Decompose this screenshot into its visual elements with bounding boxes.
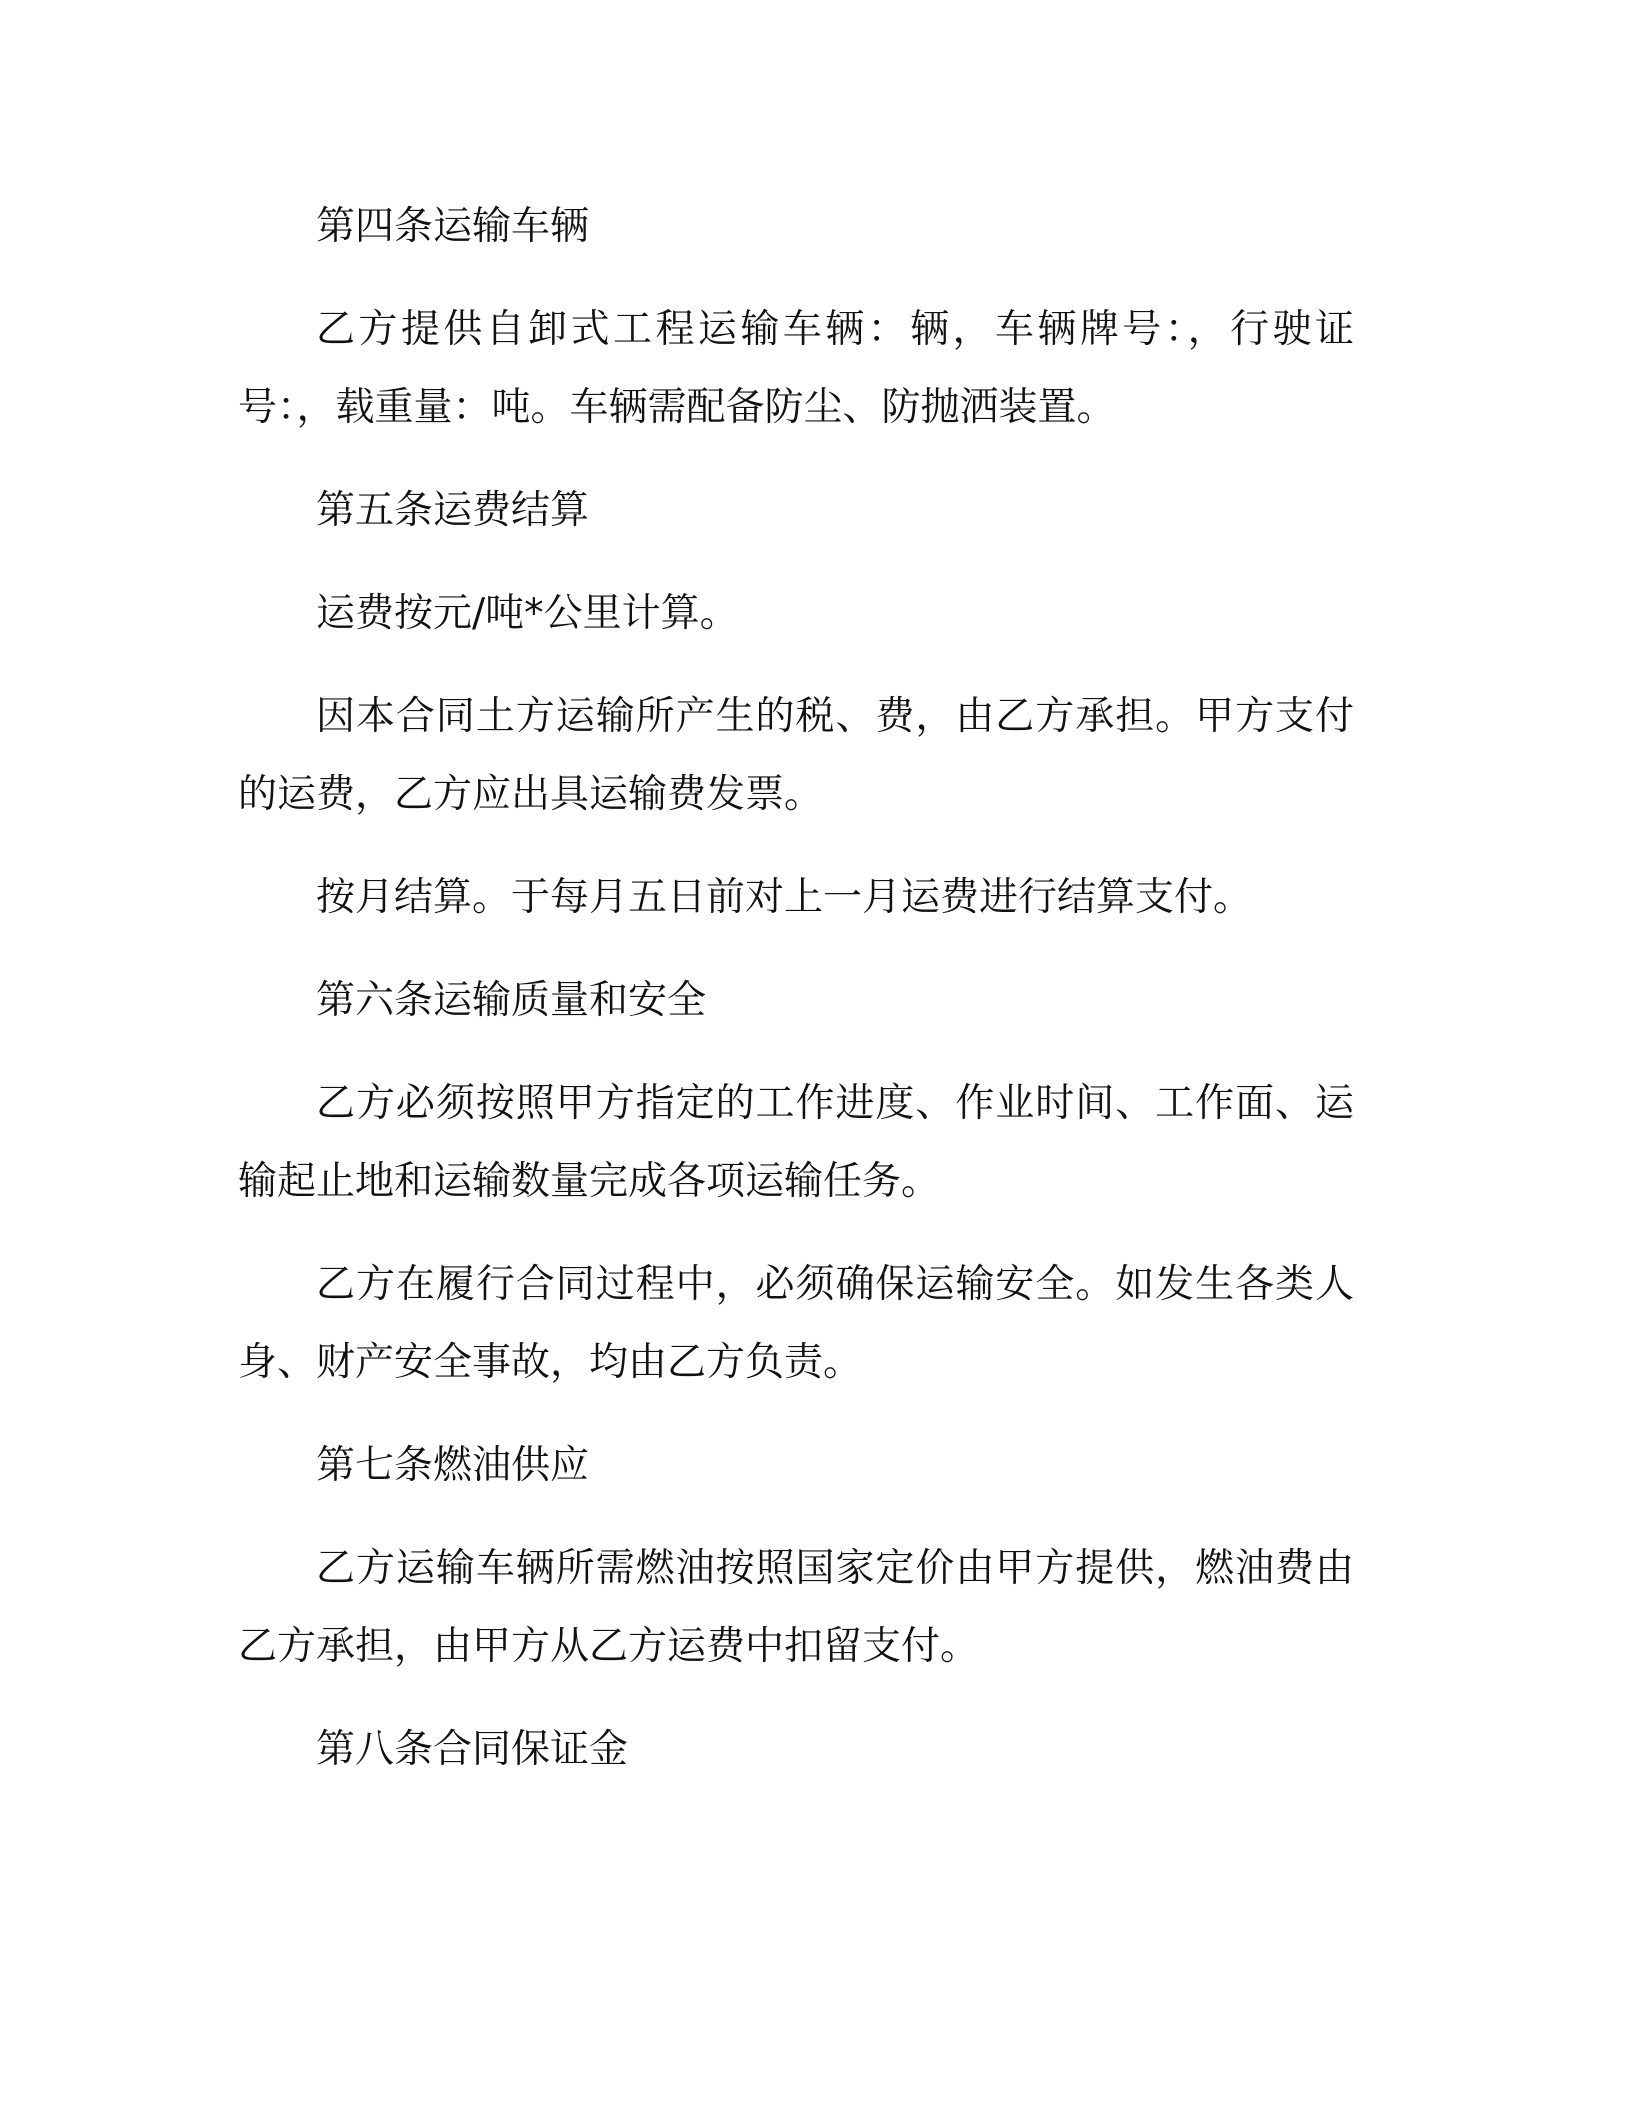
article-6-paragraph-1: 乙方必须按照甲方指定的工作进度、作业时间、工作面、运输起止地和运输数量完成各项运输任务。	[238, 1081, 1354, 1204]
article-6-paragraph-2: 乙方在履行合同过程中，必须确保运输安全。如发生各类人身、财产安全事故，均由乙方负责。	[238, 1262, 1354, 1385]
document-body	[238, 188, 1354, 1814]
article-5-paragraph-3: 按月结算。于每月五日前对上一月运费进行结算支付。	[316, 875, 1253, 920]
article-5-heading: 第五条运费结算	[316, 488, 590, 533]
article-7-paragraph: 乙方运输车辆所需燃油按照国家定价由甲方提供，燃油费由乙方承担，由甲方从乙方运费中扣留支付。	[238, 1546, 1354, 1669]
article-4-paragraph: 乙方提供自卸式工程运输车辆：辆，车辆牌号：，行驶证号：，载重量：吨。车辆需配备防尘、防抛洒装置。	[238, 307, 1354, 430]
article-7-heading: 第七条燃油供应	[316, 1443, 590, 1488]
article-5-paragraph-1: 运费按元/吨*公里计算。	[316, 591, 739, 636]
article-8-heading: 第八条合同保证金	[316, 1727, 629, 1772]
article-6-heading: 第六条运输质量和安全	[316, 978, 707, 1023]
article-5-paragraph-2: 因本合同土方运输所产生的税、费，由乙方承担。甲方支付的运费，乙方应出具运输费发票。	[238, 694, 1354, 817]
article-4-heading: 第四条运输车辆	[316, 204, 590, 249]
